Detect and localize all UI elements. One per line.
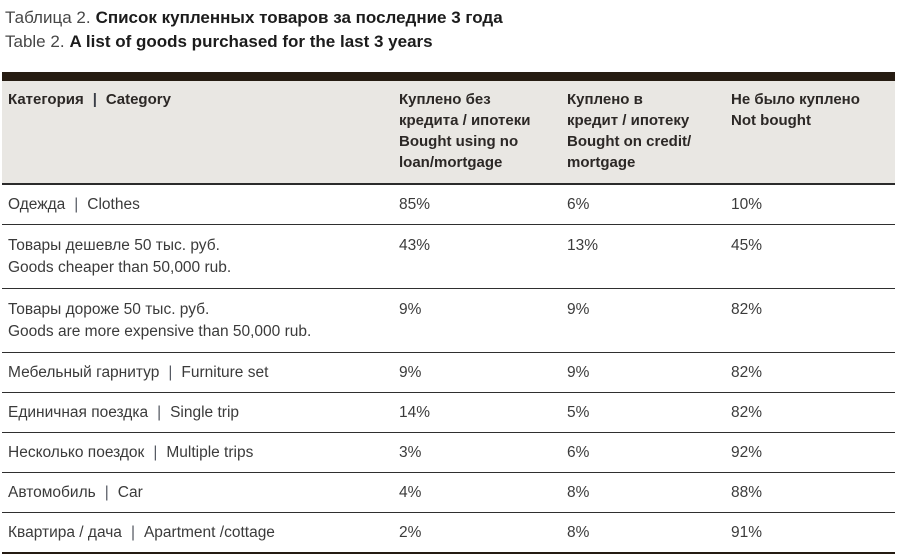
value-cell: 4%: [399, 484, 422, 501]
category-label-en: Multiple trips: [166, 444, 254, 461]
value-cell: 6%: [567, 196, 590, 213]
category-label-en: Clothes: [87, 196, 140, 213]
category-cell: [2, 235, 399, 279]
pipe-separator: |: [92, 91, 97, 108]
category-label-ru: Одежда: [8, 196, 66, 213]
value-cell: 3%: [399, 444, 422, 461]
pipe-separator: |: [157, 404, 162, 421]
table-row: [2, 185, 895, 225]
category-label-ru: Категория: [8, 91, 84, 108]
table-caption: [0, 0, 899, 54]
caption-line-en: [5, 30, 899, 54]
caption-ru-title: Список купленных товаров за последние 3 года: [95, 8, 503, 27]
value-cell: 85%: [399, 196, 431, 213]
value-cell: 9%: [567, 364, 590, 381]
caption-ru-prefix: Таблица 2.: [5, 8, 91, 27]
caption-line-ru: [5, 6, 899, 30]
category-label-ru: Квартира / дача: [8, 524, 122, 541]
category-label-en: Car: [117, 484, 143, 501]
value-cell: 2%: [399, 524, 422, 541]
pipe-separator: |: [130, 524, 135, 541]
value-cell: 14%: [399, 404, 431, 421]
value-cell: 6%: [567, 444, 590, 461]
column-header-line: Bought on credit/: [567, 133, 692, 150]
column-header: [567, 89, 731, 173]
value-cell: 92%: [731, 444, 763, 461]
value-cell: 91%: [731, 524, 763, 541]
value-cell: 9%: [399, 364, 422, 381]
table-top-bar: [2, 72, 895, 81]
category-label-ru: Мебельный гарнитур: [8, 364, 160, 381]
value-cell: 88%: [731, 484, 763, 501]
category-cell: [2, 443, 399, 463]
table-row: [2, 289, 895, 353]
value-cell: 5%: [567, 404, 590, 421]
column-header-line: кредит / ипотеку: [567, 112, 690, 129]
column-header-line: mortgage: [567, 154, 636, 171]
category-label-en: Goods cheaper than 50,000 rub.: [8, 259, 232, 276]
category-label-ru: Товары дешевле 50 тыс. руб.: [8, 237, 220, 254]
category-label-ru: Автомобиль: [8, 484, 96, 501]
table-row: [2, 393, 895, 433]
value-cell: 45%: [731, 237, 763, 254]
table-row: [2, 513, 895, 554]
data-table: [2, 72, 895, 554]
column-header-line: Bought using no: [399, 133, 519, 150]
category-label-en: Category: [105, 91, 171, 108]
pipe-separator: |: [104, 484, 109, 501]
category-cell: [2, 403, 399, 423]
category-label-en: Apartment /cottage: [143, 524, 275, 541]
column-header-line: Not bought: [731, 112, 811, 129]
pipe-separator: |: [74, 196, 79, 213]
caption-en-prefix: Table 2.: [5, 32, 65, 51]
column-header: [2, 89, 399, 173]
category-cell: [2, 483, 399, 503]
value-cell: 82%: [731, 301, 763, 318]
category-label-ru: Несколько поездок: [8, 444, 145, 461]
table-header-row: [2, 81, 895, 185]
value-cell: 82%: [731, 404, 763, 421]
pipe-separator: |: [168, 364, 173, 381]
column-header-line: loan/mortgage: [399, 154, 503, 171]
pipe-separator: |: [153, 444, 158, 461]
category-cell: [2, 299, 399, 343]
category-label-ru: Единичная поездка: [8, 404, 149, 421]
category-label-ru: Товары дороже 50 тыс. руб.: [8, 301, 210, 318]
column-header-line: Куплено без: [399, 91, 491, 108]
column-header-line: кредита / ипотеки: [399, 112, 531, 129]
table-row: [2, 225, 895, 289]
column-header-line: Куплено в: [567, 91, 643, 108]
column-header-line: Не было куплено: [731, 91, 860, 108]
table-body: [2, 185, 895, 554]
value-cell: 9%: [399, 301, 422, 318]
column-header: [731, 89, 895, 173]
category-label-en: Goods are more expensive than 50,000 rub.: [8, 323, 312, 340]
caption-en-title: A list of goods purchased for the last 3 years: [69, 32, 433, 51]
category-cell: [2, 195, 399, 215]
value-cell: 43%: [399, 237, 431, 254]
value-cell: 82%: [731, 364, 763, 381]
value-cell: 13%: [567, 237, 599, 254]
category-label-en: Single trip: [170, 404, 240, 421]
table-row: [2, 353, 895, 393]
table-row: [2, 433, 895, 473]
value-cell: 8%: [567, 484, 590, 501]
column-header: [399, 89, 567, 173]
value-cell: 9%: [567, 301, 590, 318]
value-cell: 10%: [731, 196, 763, 213]
category-label-en: Furniture set: [181, 364, 269, 381]
category-cell: [2, 363, 399, 383]
value-cell: 8%: [567, 524, 590, 541]
category-cell: [2, 523, 399, 543]
table-row: [2, 473, 895, 513]
